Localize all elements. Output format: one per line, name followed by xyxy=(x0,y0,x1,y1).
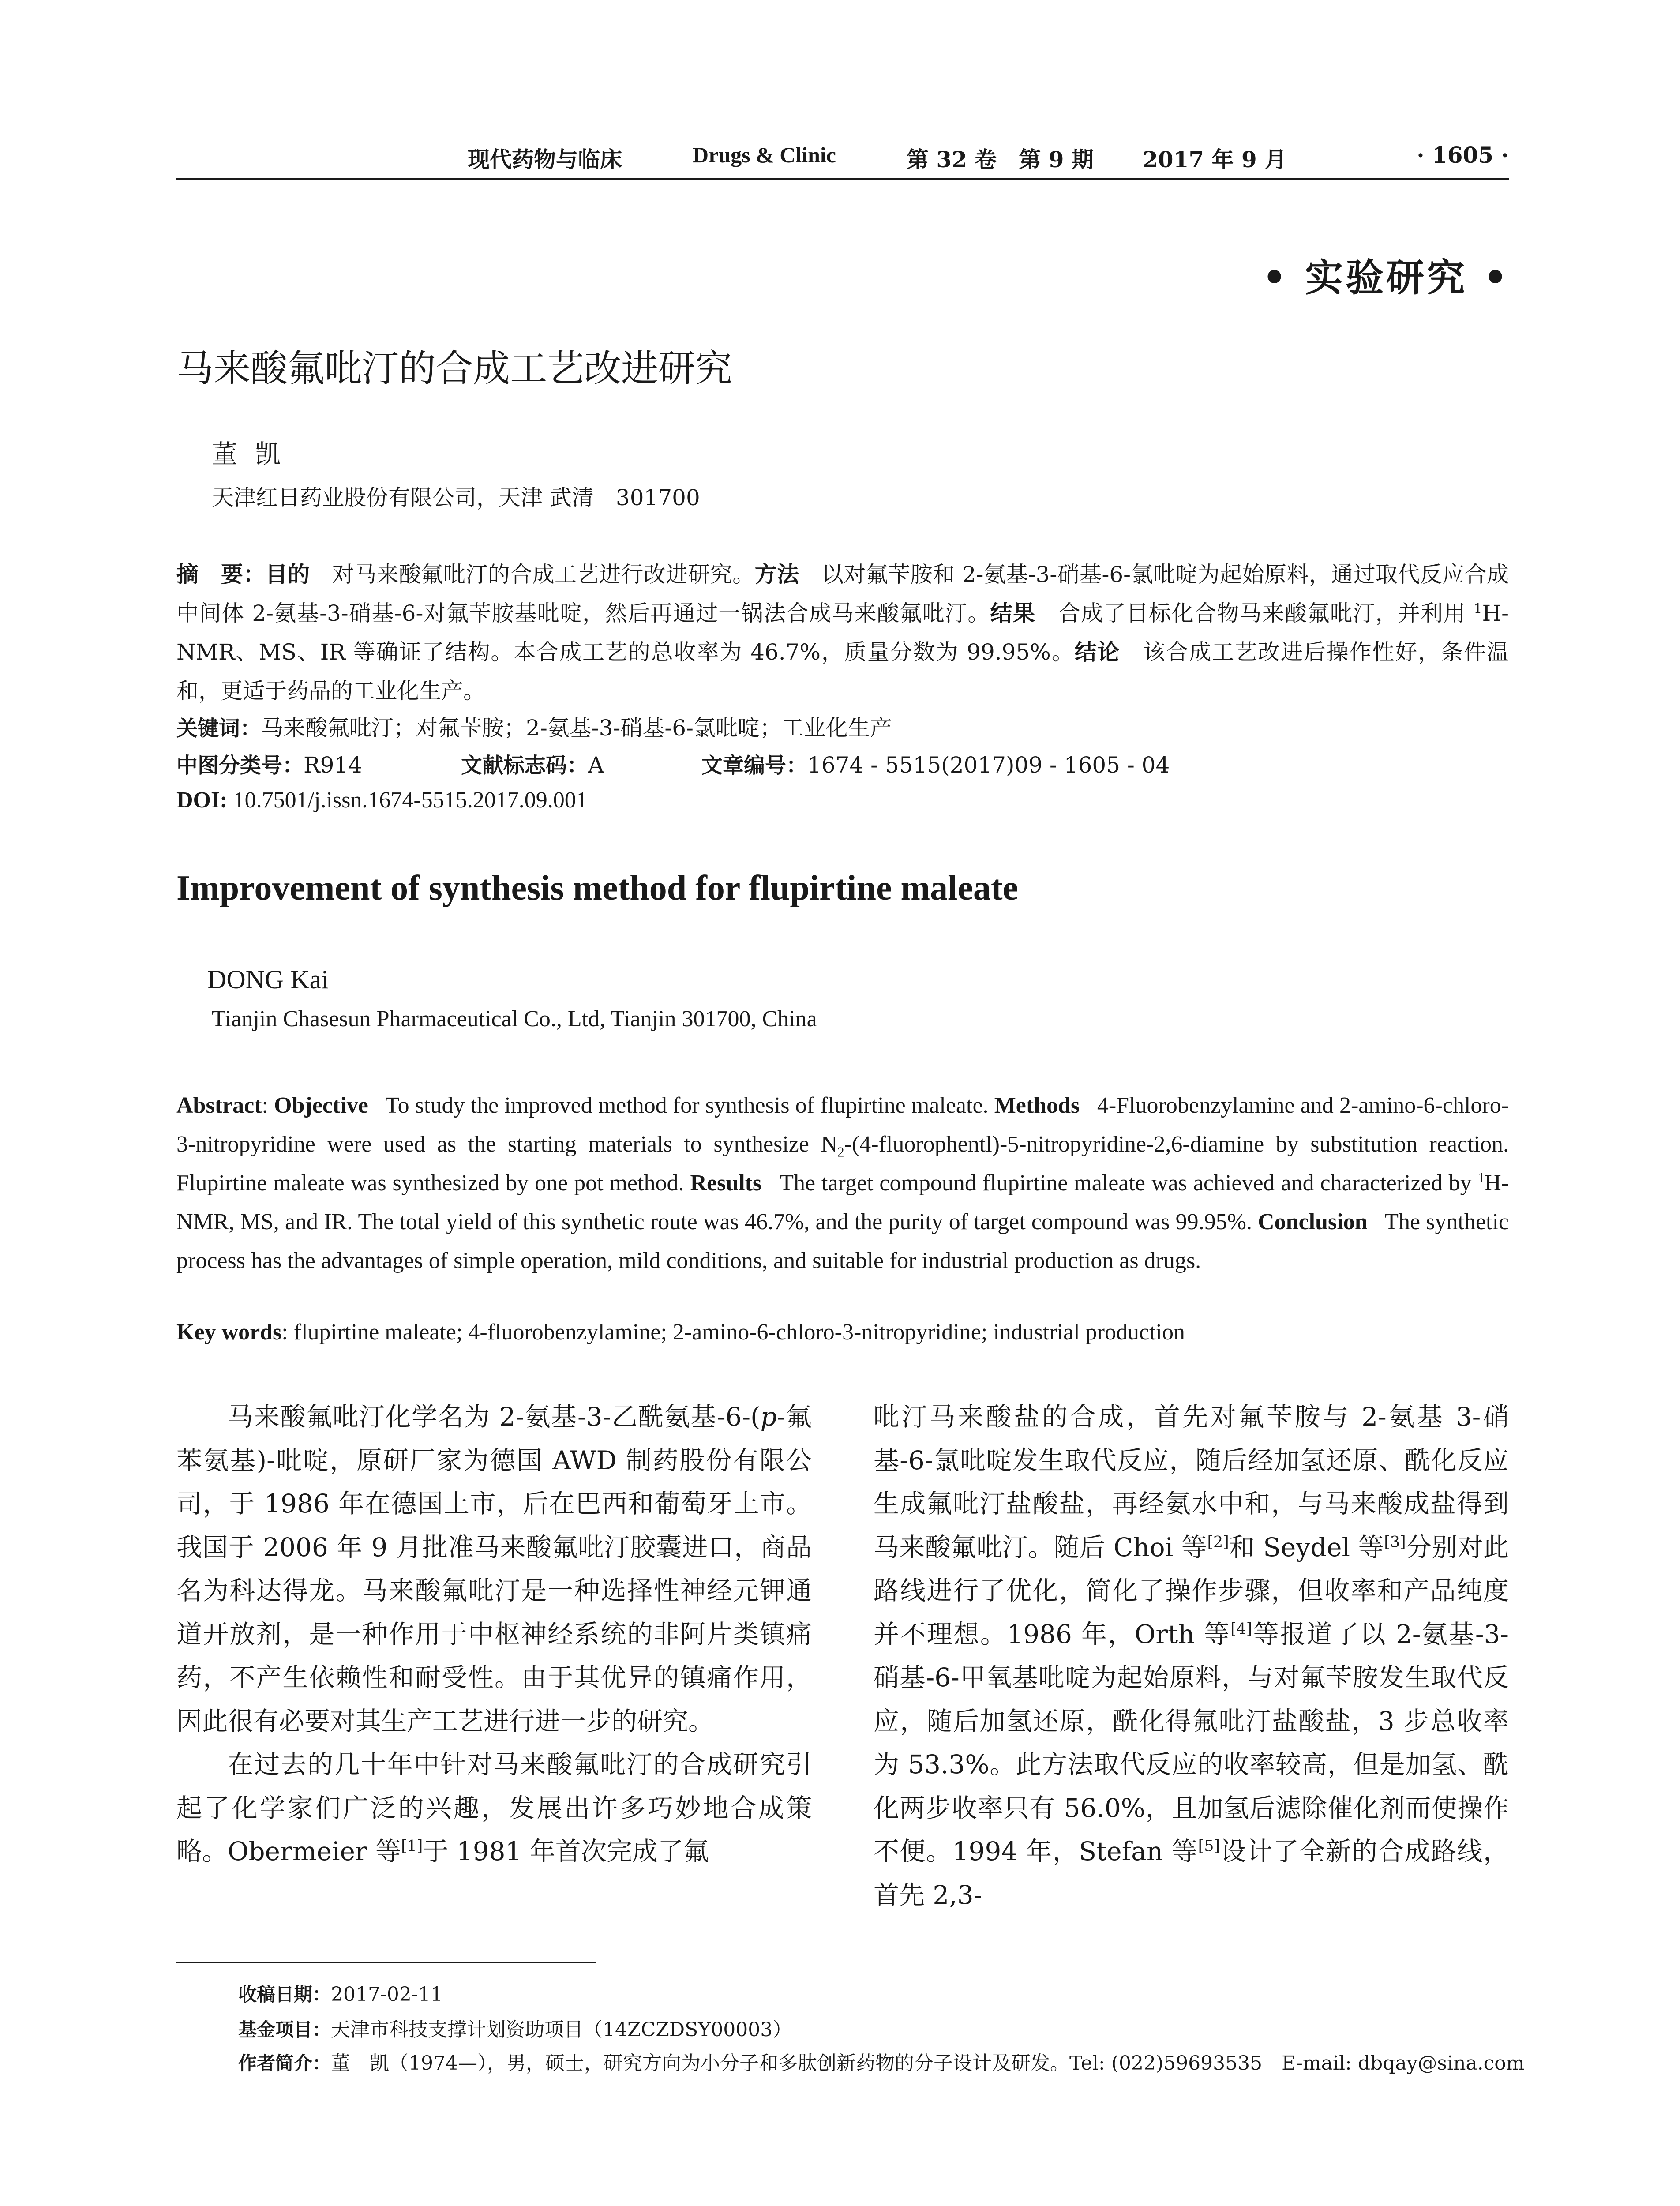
author-en: DONG Kai xyxy=(207,965,329,994)
citation-ref[interactable]: [3] xyxy=(1384,1533,1406,1551)
article-no-value: 1674 - 5515(2017)09 - 1605 - 04 xyxy=(807,752,1170,778)
results-cn-b: H-NMR、MS、IR 等确证了结构。本合成工艺的总收率为 46.7%，质量分数为 99.95%。 xyxy=(176,600,1509,665)
column-tag: • 实验研究 • xyxy=(1262,255,1510,300)
keywords-cn xyxy=(176,710,892,742)
body-text: 和 Seydel 等 xyxy=(1229,1532,1384,1562)
methods-en-a: 4-Fluorobenzylamine and 2-amino-6-chloro-3-nitropyridine were used as the starting materials to synthesize N xyxy=(176,1093,1509,1157)
doi-label: DOI: xyxy=(176,788,228,813)
clc-label: 中图分类号： xyxy=(176,753,304,778)
abstract-en: Abstract: Objective To study the improved method for synthesis of flupirtine maleate. Methods 4-Fluorobenzylamine and 2-amino-6-chloro-3-nitropyridine were used as the starting materials to synthesize $N_2-(4-fluorophentl)-5-nitropyridine-2,6$-diamine by substitution reaction. Flupirtine maleate was synthesized by one pot method. Results The target compound flupirtine maleate was achieved and characterized by $^1$H-NMR, MS, and IR. The total yield of this synthetic route was 46.7%, and the purity of target compound was 99.95%. Conclusion The synthetic process has the advantages of simple operation, mild conditions, and suitable for industrial production as drugs. xyxy=(176,1093,1509,1273)
keywords-en-text: flupirtine maleate; 4-fluorobenzylamine; 2-amino-6-chloro-3-nitropyridine; industrial production xyxy=(293,1320,1185,1345)
body-paragraph-1 xyxy=(176,1395,812,1743)
author-cn: 董凯 xyxy=(212,439,299,469)
volume-issue: 第 32 卷 第 9 期 xyxy=(907,146,1094,173)
conclusion-label-en: Conclusion xyxy=(1258,1209,1368,1234)
doc-code-label: 文献标志码： xyxy=(461,753,589,778)
keywords-en-label: Key words xyxy=(176,1320,282,1345)
keywords-cn-label: 关键词： xyxy=(176,716,262,741)
doi-value: 10.7501/j.issn.1674-5515.2017.09.001 xyxy=(233,788,588,813)
conclusion-cn: 该合成工艺改进后操作性好，条件温和，更适于药品的工业化生产。 xyxy=(176,639,1509,704)
methods-cn: 以对氟苄胺和 2-氨基-3-硝基-6-氯吡啶为起始原料，通过取代反应合成中间体 2-氨基-3-硝基-6-对氟苄胺基吡啶，然后再通过一锅法合成马来酸氟吡汀。 xyxy=(176,562,1509,626)
classification-line xyxy=(176,748,362,779)
title-cn: 马来酸氟吡汀的合成工艺改进研究 xyxy=(176,347,733,390)
keywords-en: Key words: flupirtine maleate; 4-fluorobenzylamine; 2-amino-6-chloro-3-nitropyridine; industrial production xyxy=(176,1320,1185,1345)
clc-value: R914 xyxy=(304,752,363,778)
footnote-fund xyxy=(238,2014,792,2042)
body-text: 等报道了以 2-氨基-3-硝基-6-甲氧基吡啶为起始原料，与对氟苄胺发生取代反应，随后加氢还原，酰化得氟吡汀盐酸盐，3 步总收率为 53.3%。此方法取代反应的收率较高，但是加氢、酰化两步收率只有 56.0%，且加氢后滤除催化剂而使操作不便。1994 年，Stefan 等 xyxy=(874,1619,1509,1866)
footnote-text: 董 凯（1974—），男，硕士，研究方向为小分子和多肽创新药物的分子设计及研发。Tel: (022)59693535 E-mail: dbqay@sina.com xyxy=(331,2052,1525,2075)
body-column-left xyxy=(176,1395,812,1873)
footnote-text: 天津市科技支撑计划资助项目（14ZCZDSY00003） xyxy=(331,2018,792,2041)
body-text: 马来酸氟吡汀化学名为 2-氨基-3-乙酰氨基-6-( xyxy=(228,1402,761,1432)
running-header xyxy=(176,142,1509,177)
footnote-bio xyxy=(238,2047,1524,2075)
abstract-cn xyxy=(176,555,1509,710)
footnote-text: 2017-02-11 xyxy=(331,1983,443,2006)
conclusion-label-cn: 结论 xyxy=(1074,639,1121,665)
objective-cn: 对马来酸氟吡汀的合成工艺进行改进研究。 xyxy=(332,562,755,587)
methods-en-sub: 2 xyxy=(837,1144,844,1160)
article-no-label: 文章编号： xyxy=(701,753,808,778)
body-text: 分别对此路线进行了优化，简化了操作步骤，但收率和产品纯度并不理想。1986 年，Orth 等 xyxy=(874,1532,1509,1649)
results-en-a: The target compound flupirtine maleate was achieved and characterized by xyxy=(780,1171,1478,1196)
results-en-sup: 1 xyxy=(1478,1170,1485,1186)
abstract-cn-label: 摘 要： xyxy=(176,562,266,587)
methods-en-b: -(4-fluorophentl)-5-nitropyridine-2,6-diamine by substitution reaction. Flupirtine maleate was synthesized by one pot method. xyxy=(176,1132,1509,1196)
citation-ref[interactable]: [1] xyxy=(401,1837,423,1855)
results-label-cn: 结果 xyxy=(990,600,1036,626)
conclusion-en: The synthetic process has the advantages of simple operation, mild conditions, and suitable for industrial production as drugs. xyxy=(176,1209,1509,1273)
page-number: · 1605 · xyxy=(1417,142,1509,168)
results-cn-sup: 1 xyxy=(1474,601,1482,617)
objective-en: To study the improved method for synthesis of flupirtine maleate. xyxy=(385,1093,989,1118)
body-text: -氟苯氨基)-吡啶，原研厂家为德国 AWD 制药股份有限公司，于 1986 年在德国上市，后在巴西和葡萄牙上市。我国于 2006 年 9 月批准马来酸氟吡汀胶囊进口，商品名为科达得龙。马来酸氟吡汀是一种选择性神经元钾通道开放剂，是一种作用于中枢神经系统的非阿片类镇痛药，不产生依赖性和耐受性。由于其优异的镇痛作用，因此很有必要对其生产工艺进行进一步的研究。 xyxy=(176,1402,812,1736)
article-no-line xyxy=(701,748,1170,779)
results-cn-a: 合成了目标化合物马来酸氟吡汀，并利用 xyxy=(1058,600,1474,626)
body-paragraph-2-cont xyxy=(874,1395,1509,1917)
doi-line xyxy=(176,787,588,813)
methods-label-cn: 方法 xyxy=(754,562,799,587)
body-text: 在过去的几十年中针对马来酸氟吡汀的合成研究引起了化学家们广泛的兴趣，发展出许多巧妙地合成策略。Obermeier 等 xyxy=(176,1749,812,1866)
footnote-label: 收稿日期： xyxy=(238,1984,331,2005)
body-text: 吡汀马来酸盐的合成，首先对氟苄胺与 2-氨基 3-硝基-6-氯吡啶发生取代反应，随后经加氢还原、酰化反应生成氟吡汀盐酸盐，再经氨水中和，与马来酸成盐得到马来酸氟吡汀。随后 Choi 等 xyxy=(874,1402,1509,1562)
objective-label-en: Objective xyxy=(274,1093,368,1118)
doc-code-value: A xyxy=(588,752,604,778)
body-text: 于 1981 年首次完成了氟 xyxy=(423,1836,709,1866)
header-rule xyxy=(176,178,1509,180)
footnote-label: 基金项目： xyxy=(238,2019,331,2041)
objective-label-cn: 目的 xyxy=(265,562,310,587)
citation-ref[interactable]: [5] xyxy=(1198,1837,1220,1855)
citation-ref[interactable]: [2] xyxy=(1207,1533,1229,1551)
footnote-received xyxy=(238,1980,443,2007)
issue-date: 2017 年 9 月 xyxy=(1143,146,1287,173)
citation-ref[interactable]: [4] xyxy=(1230,1620,1252,1638)
journal-name-en: Drugs & Clinic xyxy=(693,143,836,167)
keywords-cn-text: 马来酸氟吡汀；对氟苄胺；2-氨基-3-硝基-6-氯吡啶；工业化生产 xyxy=(261,715,892,741)
body-italic: p xyxy=(760,1402,777,1432)
body-paragraph-2 xyxy=(176,1743,812,1873)
affiliation-en: Tianjin Chasesun Pharmaceutical Co., Ltd, Tianjin 301700, China xyxy=(212,1006,817,1032)
footnote-rule xyxy=(176,1962,596,1963)
body-text: 设计了全新的合成路线，首先 2,3- xyxy=(874,1836,1509,1910)
doc-code-line xyxy=(461,748,604,779)
results-en-b: H-NMR, MS, and IR. The total yield of this synthetic route was 46.7%, and the purity of target compound was 99.95%. xyxy=(176,1171,1509,1234)
methods-label-en: Methods xyxy=(994,1093,1080,1118)
results-label-en: Results xyxy=(690,1171,762,1196)
footnote-label: 作者简介： xyxy=(238,2052,331,2074)
journal-name-cn: 现代药物与临床 xyxy=(468,146,622,173)
abstract-en-label: Abstract xyxy=(176,1093,262,1118)
title-en: Improvement of synthesis method for flupirtine maleate xyxy=(176,869,1018,908)
body-column-right xyxy=(874,1395,1509,1917)
affiliation-cn: 天津红日药业股份有限公司，天津 武清 301700 xyxy=(212,485,700,510)
